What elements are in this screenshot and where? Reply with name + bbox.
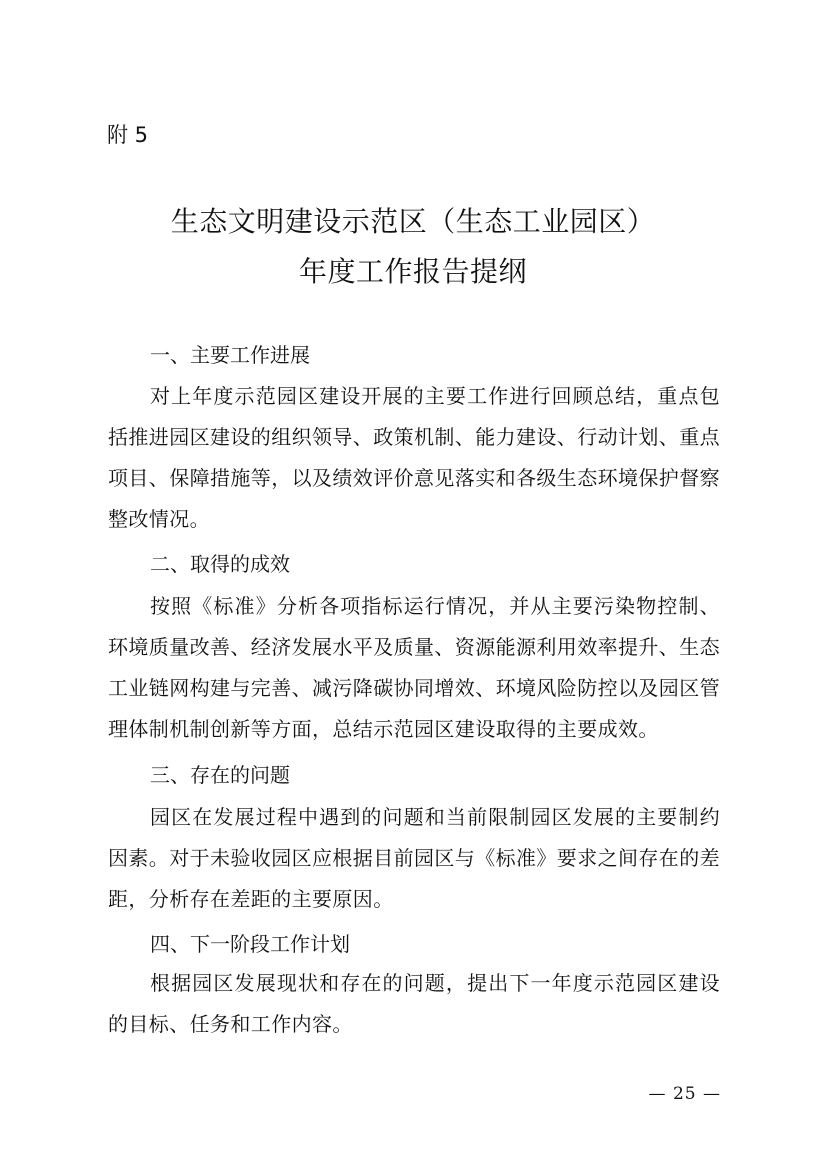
page-number: — 25 — <box>648 1084 721 1104</box>
section-body-next-plan: 根据园区发展现状和存在的问题，提出下一年度示范园区建设的目标、任务和工作内容。 <box>108 971 720 1036</box>
section-body-problems: 园区在发展过程中遇到的问题和当前限制园区发展的主要制约因素。对于未验收园区应根据目前园区与《标准》要求之间存在的差距，分析存在差距的主要原因。 <box>108 805 720 911</box>
section-body-results: 按照《标准》分析各项指标运行情况，并从主要污染物控制、环境质量改善、经济发展水平及质量、资源能源利用效率提升、生态工业链网构建与完善、减污降碳协同增效、环境风险防控以及园区管理体制机制创新等方面，总结示范园区建设取得的主要成效。 <box>108 594 720 741</box>
section-body-progress: 对上年度示范园区建设开展的主要工作进行回顾总结，重点包括推进园区建设的组织领导、政策机制、能力建设、行动计划、重点项目、保障措施等，以及绩效评价意见落实和各级生态环境保护督察整改情况。 <box>108 384 720 531</box>
section-heading-results: 二、取得的成效 <box>150 552 290 576</box>
attachment-label: 附 5 <box>107 123 149 147</box>
section-heading-problems: 三、存在的问题 <box>150 763 290 787</box>
section-heading-next-plan: 四、下一阶段工作计划 <box>150 932 350 956</box>
document-title-line2: 年度工作报告提纲 <box>298 255 527 288</box>
document-title-line1: 生态文明建设示范区（生态工业园区） <box>170 205 656 238</box>
section-heading-progress: 一、主要工作进展 <box>150 343 310 367</box>
